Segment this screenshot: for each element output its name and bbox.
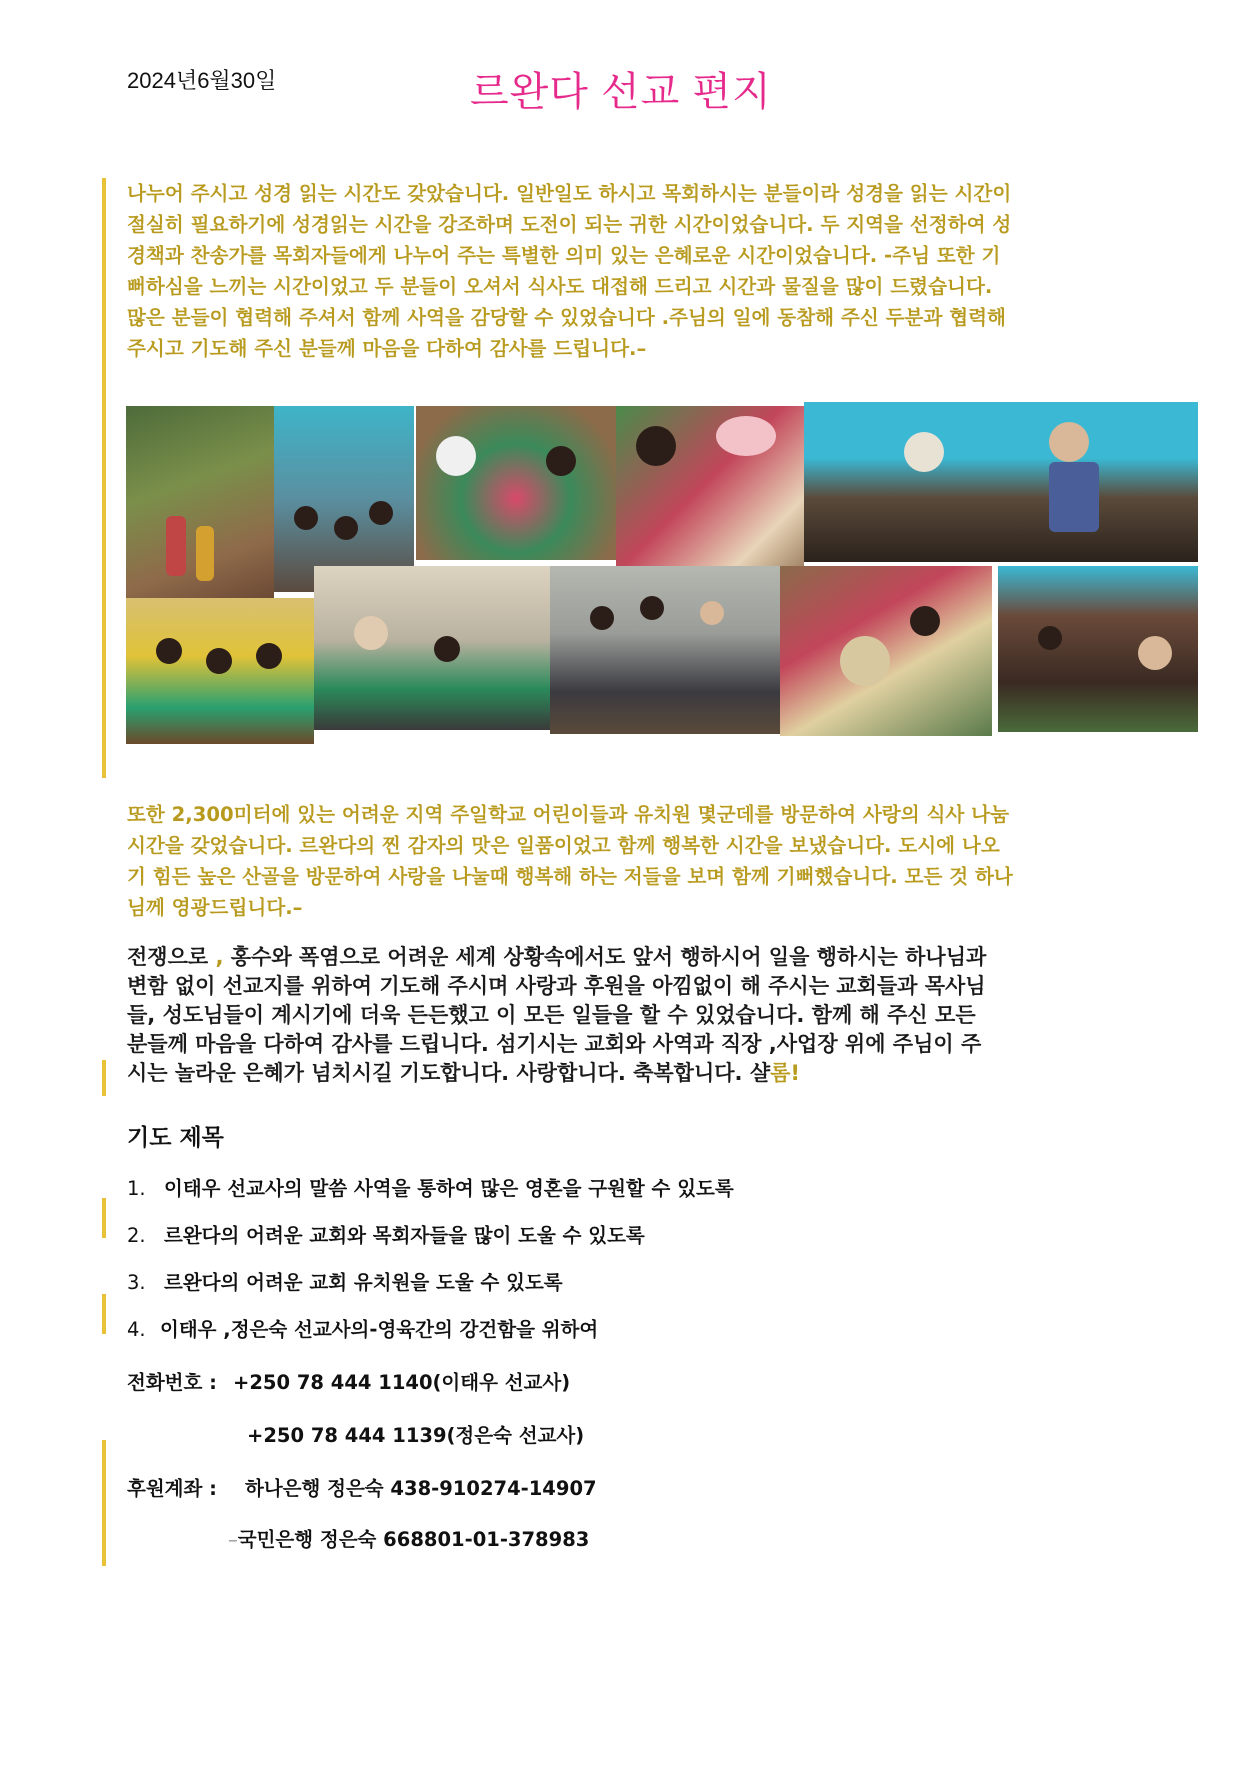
phone-number-2[interactable]: +250 78 444 1139(정은숙 선교사)	[247, 1424, 585, 1447]
gold-text: 롬!	[770, 1061, 800, 1085]
text: 시는 놀라운 은혜가 넘치시길 기도합니다. 사랑합니다. 축복합니다. 샬	[127, 1061, 771, 1085]
paragraph-line: 변함 없이 선교지를 위하여 기도해 주시며 사랑과 후원을 아낌없이 해 주시는 교회들과 목사님	[127, 974, 986, 998]
paragraph-line: 나누어 주시고 성경 읽는 시간도 갖았습니다. 일반일도 하시고 목회하시는 분들이라 성경을 읽는 시간이	[127, 182, 1012, 205]
paragraph-line: 시간을 갖었습니다. 르완다의 찐 감자의 맛은 일품이었고 함께 행복한 시간을 보냈습니다. 도시에 나오	[127, 834, 1000, 857]
letter-title: 르완다 선교 편지	[470, 70, 772, 114]
paragraph-line: 절실히 필요하기에 성경읽는 시간을 강조하며 도전이 되는 귀한 시간이었습니다. 두 지역을 선정하여 성	[127, 213, 1012, 236]
prayer-item-text: 이태우 선교사의 말씀 사역을 통하여 많은 영혼을 구원할 수 있도록	[164, 1177, 734, 1200]
photo-green-tables	[314, 566, 550, 730]
accent-bar	[102, 1198, 106, 1238]
letter-date: 2024년6월30일	[127, 68, 277, 93]
paragraph-line: 들, 성도님들이 계시기에 더욱 든든했고 이 모든 일들을 할 수 있었습니다. 함께 해 주신 모든	[127, 1003, 976, 1027]
account-2	[228, 1524, 589, 1552]
paragraph-2	[127, 799, 1013, 923]
text: 전쟁으로	[127, 945, 216, 969]
gold-comma: ,	[215, 945, 224, 969]
prayer-item	[127, 1314, 598, 1342]
phone-number-1[interactable]: +250 78 444 1140(이태우 선교사)	[233, 1371, 571, 1394]
photo-kindergarten-table	[126, 598, 314, 744]
prayer-item-text: 이태우 ,정은숙 선교사의-영육간의 강건함을 위하여	[160, 1318, 599, 1341]
text: 홍수와 폭염으로 어려운 세계 상황속에서도 앞서 행하시어 일을 행하시는 하나님과	[223, 945, 987, 969]
dash: –	[228, 1528, 238, 1551]
photo-group-standing	[550, 566, 780, 734]
photo-collage	[126, 398, 1198, 744]
photo-mountain-path	[126, 406, 274, 598]
prayer-item	[127, 1267, 563, 1295]
prayer-item-number: 2.	[127, 1224, 146, 1247]
paragraph-line: 주시고 기도해 주신 분들께 마음을 다하여 감사를 드립니다.–	[127, 337, 647, 360]
accent-bar	[102, 1060, 106, 1096]
photo-crowd-hall	[804, 402, 1198, 562]
account-2-text: 국민은행 정은숙 668801-01-378983	[237, 1528, 590, 1551]
accent-bar	[102, 178, 106, 778]
photo-serving-food	[780, 566, 992, 736]
prayer-item	[127, 1173, 734, 1201]
phone-label: 전화번호 :	[127, 1371, 217, 1394]
paragraph-line: 뻐하심을 느끼는 시간이었고 두 분들이 오셔서 식사도 대접해 드리고 시간과 물질을 많이 드렸습니다.	[127, 275, 993, 298]
prayer-item-number: 1.	[127, 1177, 146, 1200]
prayer-heading: 기도 제목	[127, 1125, 224, 1151]
photo-plates-sharing	[416, 406, 616, 560]
photo-women-cooking	[616, 406, 804, 590]
paragraph-1	[127, 178, 1011, 364]
paragraph-line: 경책과 찬송가를 목회자들에게 나누어 주는 특별한 의미 있는 은혜로운 시간이었습니다. -주님 또한 기	[127, 244, 1001, 267]
paragraph-line: 많은 분들이 협력해 주셔서 함께 사역을 감당할 수 있었습니다 .주님의 일에 동참해 주신 두분과 협력해	[127, 306, 1006, 329]
paragraph-line: 분들께 마음을 다하여 감사를 드립니다. 섬기시는 교회와 사역과 직장 ,사업장 위에 주님이 주	[127, 1032, 982, 1056]
account-1: 하나은행 정은숙 438-910274-14907	[245, 1477, 597, 1500]
paragraph-line	[127, 1059, 986, 1088]
photo-classroom-children	[274, 406, 414, 592]
prayer-item	[127, 1220, 645, 1248]
paragraph-line	[127, 943, 986, 972]
paragraph-line: 기 힘든 높은 산골을 방문하여 사랑을 나눌때 행복해 하는 저들을 보며 함께 기뻐했습니다. 모든 것 하나	[127, 865, 1013, 888]
prayer-item-text: 르완다의 어려운 교회와 목회자들을 많이 도울 수 있도록	[164, 1224, 645, 1247]
prayer-item-number: 3.	[127, 1271, 146, 1294]
photo-children-crowd	[998, 566, 1198, 732]
paragraph-3	[127, 943, 986, 1088]
account-label: 후원계좌 :	[127, 1477, 217, 1500]
paragraph-line: 또한 2,300미터에 있는 어려운 지역 주일학교 어린이들과 유치원 몇군데를 방문하여 사랑의 식사 나눔	[127, 803, 1010, 826]
prayer-item-text: 르완다의 어려운 교회 유치원을 도울 수 있도록	[164, 1271, 563, 1294]
paragraph-line: 님께 영광드립니다.–	[127, 896, 303, 919]
accent-bar	[102, 1294, 106, 1334]
prayer-item-number: 4.	[127, 1318, 146, 1341]
accent-bar	[102, 1440, 106, 1566]
